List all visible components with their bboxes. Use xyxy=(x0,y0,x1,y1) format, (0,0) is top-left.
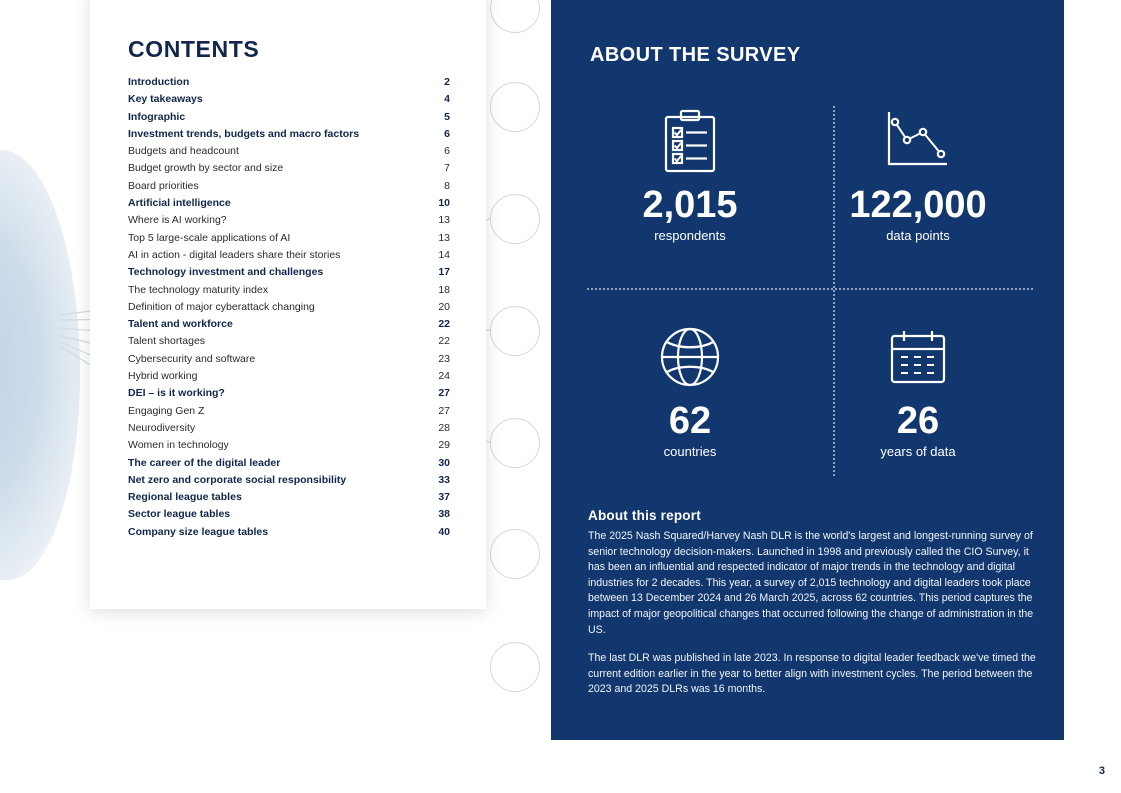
toc-page-number: 24 xyxy=(438,370,450,383)
toc-label: Technology investment and challenges xyxy=(128,266,324,279)
stat-years-of-data xyxy=(813,314,1023,459)
toc-row[interactable] xyxy=(128,195,450,212)
decorative-circle-column xyxy=(490,0,550,710)
toc-row[interactable] xyxy=(128,74,450,91)
toc-page-number: 17 xyxy=(438,266,450,279)
stat-respondents xyxy=(585,98,795,243)
toc-label: Women in technology xyxy=(128,439,229,452)
stat-label: data points xyxy=(886,228,950,243)
toc-label: Engaging Gen Z xyxy=(128,404,205,417)
toc-label: Top 5 large-scale applications of AI xyxy=(128,231,291,244)
toc-row[interactable] xyxy=(128,403,450,420)
page-number: 3 xyxy=(1098,765,1105,777)
toc-page-number: 6 xyxy=(444,127,450,140)
toc-row[interactable] xyxy=(128,385,450,402)
stat-data-points xyxy=(813,98,1023,243)
decorative-circle xyxy=(490,82,540,132)
about-this-report-section xyxy=(588,508,1044,711)
decorative-circle xyxy=(490,306,540,356)
toc-page-number: 30 xyxy=(438,456,450,469)
table-of-contents xyxy=(128,74,450,541)
toc-label: Regional league tables xyxy=(128,491,242,504)
decorative-circle xyxy=(490,642,540,692)
toc-row[interactable] xyxy=(128,420,450,437)
toc-row[interactable] xyxy=(128,109,450,126)
toc-page-number: 4 xyxy=(444,93,450,106)
toc-page-number: 2 xyxy=(444,76,450,88)
toc-label: The technology maturity index xyxy=(128,283,269,296)
toc-page-number: 23 xyxy=(438,352,450,365)
toc-row[interactable] xyxy=(128,282,450,299)
toc-label: Sector league tables xyxy=(128,508,231,521)
toc-page-number: 37 xyxy=(438,491,450,504)
toc-label: Where is AI working? xyxy=(128,214,227,227)
toc-page-number: 7 xyxy=(444,162,450,175)
survey-stats-grid xyxy=(585,92,1035,492)
about-this-report-paragraph-1: The 2025 Nash Squared/Harvey Nash DLR is the world's largest and longest-running survey of senior technology decision-makers. Launched in 1998 and previously called the CIO Survey, it has been an influential and respected indicator of major trends in the technology and digital industries for 2 decades. This year, a survey of 2,015 technology and digital leaders took place between 13 December 2024 and 26 March 2025, across 62 countries. This period captures the impact of major geopolitical changes that occurred following the change of administration in the US. xyxy=(588,530,1034,636)
toc-row[interactable] xyxy=(128,160,450,177)
calendar-icon xyxy=(813,314,1023,400)
toc-row[interactable] xyxy=(128,333,450,350)
toc-page-number: 8 xyxy=(444,179,450,192)
toc-label: Company size league tables xyxy=(128,525,269,538)
toc-label: Investment trends, budgets and macro factors xyxy=(128,127,360,140)
toc-row[interactable] xyxy=(128,264,450,281)
survey-panel-title: ABOUT THE SURVEY xyxy=(590,44,801,66)
toc-page-number: 40 xyxy=(438,525,450,538)
about-this-report-paragraph-2: The last DLR was published in late 2023. In response to digital leader feedback we've timed the current edition earlier in the year to better align with investment cycles. The period between the 2023 and 2025 DLRs was 16 months. xyxy=(588,652,1036,696)
toc-page-number: 27 xyxy=(438,404,450,417)
contents-title: CONTENTS xyxy=(128,36,260,62)
decorative-circle xyxy=(490,0,540,33)
stat-label: respondents xyxy=(654,228,726,243)
toc-label: Definition of major cyberattack changing xyxy=(128,300,315,313)
clipboard-checklist-icon xyxy=(585,98,795,184)
decorative-circle xyxy=(490,529,540,579)
toc-page-number: 20 xyxy=(438,300,450,313)
toc-label: The career of the digital leader xyxy=(128,456,281,469)
toc-label: Talent and workforce xyxy=(128,318,233,331)
toc-label: AI in action - digital leaders share their stories xyxy=(128,248,341,261)
about-this-report-heading: About this report xyxy=(588,508,701,523)
contents-panel xyxy=(90,0,486,609)
globe-icon xyxy=(585,314,795,400)
stat-label: countries xyxy=(663,444,717,459)
toc-label: Hybrid working xyxy=(128,370,198,383)
toc-label: DEI – is it working? xyxy=(128,387,225,400)
decorative-circle xyxy=(490,418,540,468)
toc-page-number: 10 xyxy=(438,197,450,210)
line-chart-icon xyxy=(813,98,1023,184)
toc-label: Net zero and corporate social responsibility xyxy=(128,473,347,486)
stat-value: 2,015 xyxy=(642,184,738,226)
toc-row[interactable] xyxy=(128,126,450,143)
toc-label: Introduction xyxy=(128,76,190,88)
toc-page-number: 18 xyxy=(438,283,450,296)
toc-label: Artificial intelligence xyxy=(128,197,231,210)
decorative-circle xyxy=(490,194,540,244)
toc-label: Board priorities xyxy=(128,179,199,192)
toc-row[interactable] xyxy=(128,299,450,316)
toc-row[interactable] xyxy=(128,506,450,523)
toc-row[interactable] xyxy=(128,212,450,229)
toc-page-number: 28 xyxy=(438,421,450,434)
toc-label: Budget growth by sector and size xyxy=(128,162,284,175)
toc-row[interactable] xyxy=(128,143,450,160)
toc-page-number: 22 xyxy=(438,318,450,331)
toc-page-number: 13 xyxy=(438,214,450,227)
toc-page-number: 14 xyxy=(438,248,450,261)
toc-row[interactable] xyxy=(128,316,450,333)
toc-page-number: 33 xyxy=(438,473,450,486)
toc-page-number: 38 xyxy=(438,508,450,521)
about-the-survey-panel xyxy=(551,0,1064,740)
divider-horizontal xyxy=(587,288,1033,290)
stat-label: years of data xyxy=(880,444,956,459)
toc-row[interactable] xyxy=(128,230,450,247)
toc-label: Key takeaways xyxy=(128,93,203,106)
toc-label: Cybersecurity and software xyxy=(128,352,256,365)
stat-countries xyxy=(585,314,795,459)
toc-row[interactable] xyxy=(128,351,450,368)
toc-label: Budgets and headcount xyxy=(128,145,239,158)
toc-row[interactable] xyxy=(128,489,450,506)
toc-row[interactable] xyxy=(128,437,450,454)
toc-page-number: 27 xyxy=(438,387,450,400)
toc-row[interactable] xyxy=(128,368,450,385)
stat-value: 122,000 xyxy=(849,184,987,226)
stat-value: 62 xyxy=(668,400,712,442)
stat-value: 26 xyxy=(896,400,940,442)
toc-row[interactable] xyxy=(128,178,450,195)
toc-label: Infographic xyxy=(128,110,186,123)
toc-row[interactable] xyxy=(128,472,450,489)
toc-page-number: 6 xyxy=(444,145,450,158)
toc-label: Talent shortages xyxy=(128,335,206,348)
toc-label: Neurodiversity xyxy=(128,421,196,434)
toc-row[interactable] xyxy=(128,247,450,264)
toc-page-number: 5 xyxy=(444,110,450,123)
toc-page-number: 13 xyxy=(438,231,450,244)
decorative-brain-shape xyxy=(0,150,80,580)
toc-page-number: 29 xyxy=(438,439,450,452)
toc-row[interactable] xyxy=(128,524,450,541)
toc-row[interactable] xyxy=(128,455,450,472)
toc-row[interactable] xyxy=(128,91,450,108)
toc-page-number: 22 xyxy=(438,335,450,348)
